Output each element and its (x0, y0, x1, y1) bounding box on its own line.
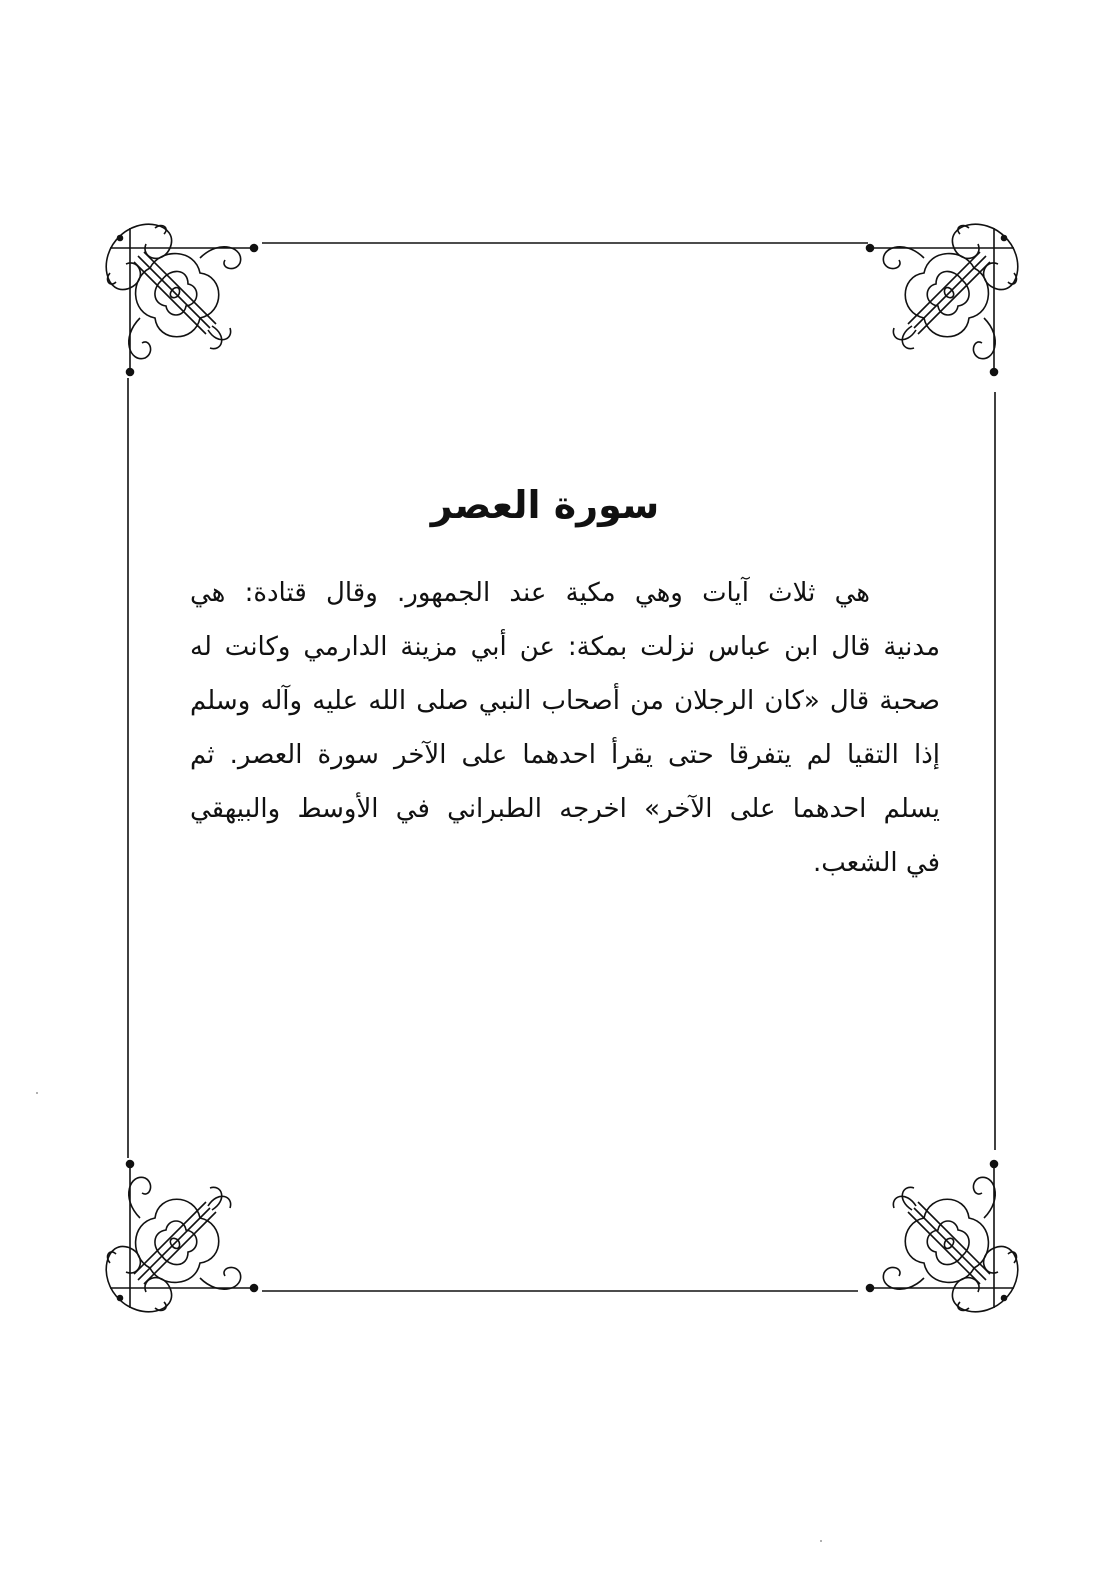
surah-title: سورة العصر (430, 483, 660, 527)
text-block (190, 470, 940, 890)
corner-ornament-top-left (106, 224, 257, 375)
body-line-6: في الشعب. (812, 848, 940, 878)
corner-ornament-bottom-left (106, 1161, 257, 1312)
body-line-3: صحبة قال «كان الرجلان من أصحاب النبي صلى الله عليه وآله وسلم (190, 686, 940, 716)
corner-ornament-bottom-right (867, 1161, 1018, 1312)
corner-ornament-top-right (867, 224, 1018, 375)
body-line-5: يسلم احدهما على الآخر» اخرجه الطبراني في الأوسط والبيهقي (190, 794, 940, 824)
scan-speck (820, 1540, 822, 1542)
body-line-2: مدنية قال ابن عباس نزلت بمكة: عن أبي مزينة الدارمي وكانت له (190, 632, 940, 662)
body-line-4: إذا التقيا لم يتفرقا حتى يقرأ احدهما على الآخر سورة العصر. ثم (190, 740, 940, 770)
body-line-1: هي ثلاث آيات وهي مكية عند الجمهور. وقال قتادة: هي (190, 578, 870, 608)
scan-speck (36, 1092, 38, 1094)
